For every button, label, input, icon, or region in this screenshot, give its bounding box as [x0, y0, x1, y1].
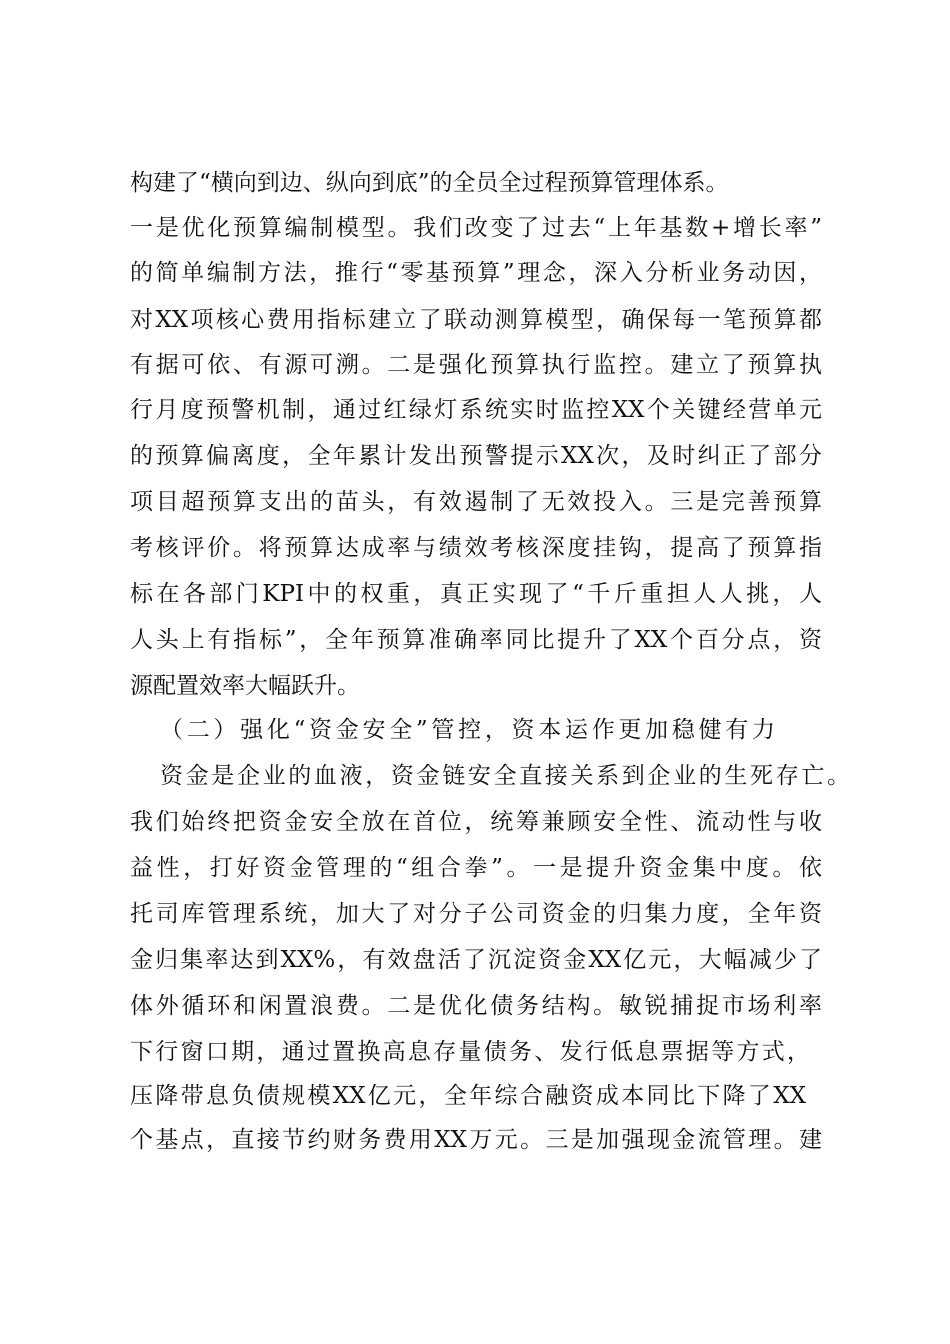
paragraph-line: 行月度预警机制，通过红绿灯系统实时监控XX个关键经营单元	[130, 397, 822, 423]
paragraph-line: 个基点，直接节约财务费用XX万元。三是加强现金流管理。建	[130, 1127, 822, 1153]
paragraph-line: 的预算偏离度，全年累计发出预警提示XX次，及时纠正了部分	[130, 443, 822, 469]
paragraph-line: 标在各部门KPI中的权重，真正实现了“千斤重担人人挑，人	[130, 581, 822, 607]
paragraph-line: 考核评价。将预算达成率与绩效考核深度挂钩，提高了预算指	[130, 535, 822, 561]
paragraph-line: 下行窗口期，通过置换高息存量债务、发行低息票据等方式，	[130, 1039, 810, 1065]
paragraph-line: 构建了“横向到边、纵向到底”的全员全过程预算管理体系。	[130, 170, 729, 196]
paragraph-line: 金归集率达到XX%，有效盘活了沉淀资金XX亿元，大幅减少了	[130, 947, 822, 973]
paragraph-line: 的简单编制方法，推行“零基预算”理念，深入分析业务动因，	[130, 260, 822, 286]
paragraph-line: 一是优化预算编制模型。我们改变了过去“上年基数+增长率”	[130, 215, 822, 241]
paragraph-line: 人头上有指标”，全年预算准确率同比提升了XX个百分点，资	[130, 627, 822, 653]
section-heading: （二）强化“资金安全”管控，资本运作更加稳健有力	[160, 717, 775, 743]
paragraph-line: 体外循环和闲置浪费。二是优化债务结构。敏锐捕捉市场利率	[130, 993, 822, 1019]
paragraph-line: 源配置效率大幅跃升。	[130, 673, 360, 699]
paragraph-line: 项目超预算支出的苗头，有效遏制了无效投入。三是完善预算	[130, 489, 822, 515]
paragraph-line: 托司库管理系统，加大了对分子公司资金的归集力度，全年资	[130, 901, 822, 927]
paragraph-line: 有据可依、有源可溯。二是强化预算执行监控。建立了预算执	[130, 352, 822, 378]
paragraph-line: 我们始终把资金安全放在首位，统筹兼顾安全性、流动性与收	[130, 809, 822, 835]
paragraph-line: 压降带息负债规模XX亿元，全年综合融资成本同比下降了XX	[130, 1083, 806, 1109]
paragraph-line: 益性，打好资金管理的“组合拳”。一是提升资金集中度。依	[130, 855, 822, 881]
paragraph-line: 资金是企业的血液，资金链安全直接关系到企业的生死存亡。	[160, 763, 850, 789]
paragraph-line: 对XX项核心费用指标建立了联动测算模型，确保每一笔预算都	[130, 307, 822, 333]
